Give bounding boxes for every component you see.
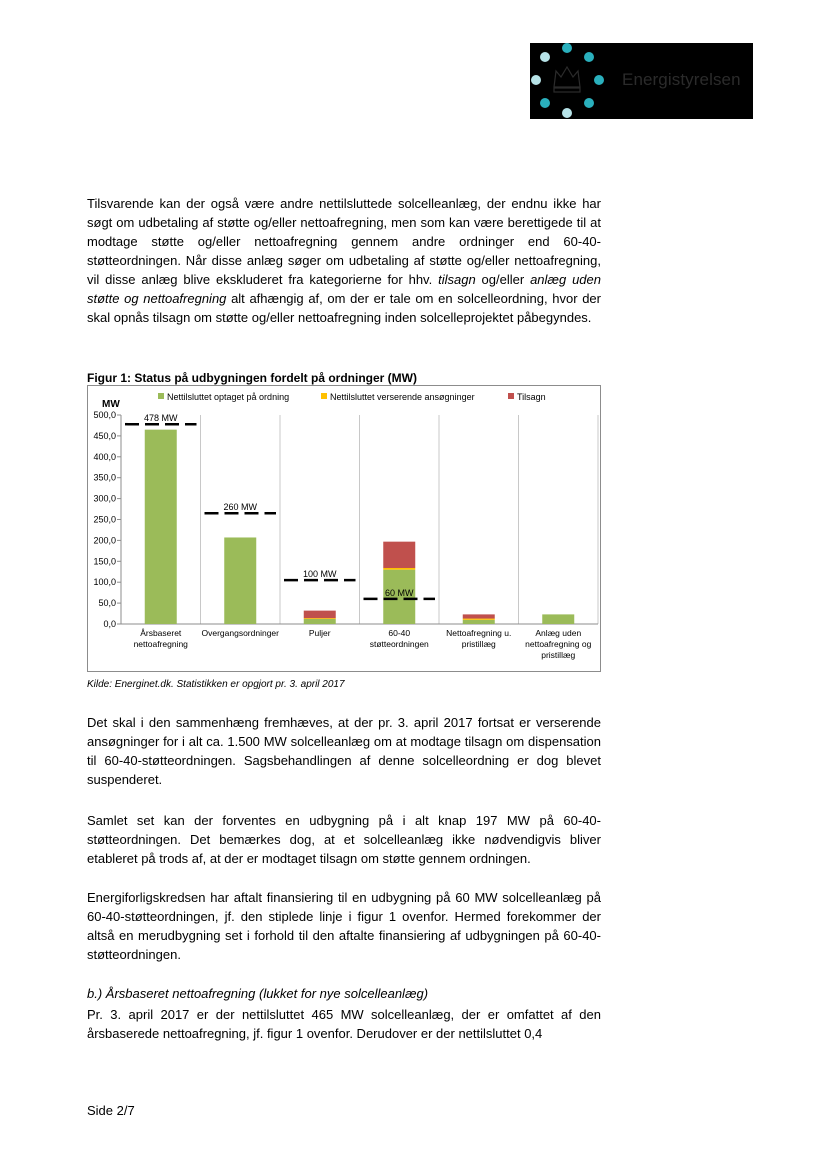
bar-segment [304, 618, 336, 619]
bar-segment [383, 568, 415, 570]
bar-segment [304, 611, 336, 619]
target-label: 100 MW [302, 569, 337, 580]
category-label: Anlæg uden [535, 628, 582, 638]
bar-segment [383, 542, 415, 568]
figure-title: Figur 1: Status på udbygningen fordelt på ordninger (MW) [87, 371, 417, 385]
y-tick-label: 150,0 [93, 556, 116, 567]
legend-label: Nettilsluttet verserende ansøgninger [330, 392, 475, 402]
y-tick-label: 200,0 [93, 535, 116, 546]
legend-label: Tilsagn [517, 392, 546, 402]
bar-segment [463, 614, 495, 618]
category-label: Årsbaseret [140, 628, 182, 638]
category-label: Puljer [308, 628, 331, 638]
energistyrelsen-logo [530, 43, 753, 119]
target-label: 260 MW [223, 502, 258, 513]
y-tick-label: 100,0 [93, 577, 116, 588]
bar-segment [463, 619, 495, 620]
category-label: Nettoafregning u. [446, 628, 512, 638]
y-tick-label: 400,0 [93, 451, 116, 462]
legend-swatch [321, 393, 327, 399]
paragraph-1: Tilsvarende kan der også være andre nettilsluttede solcelleanlæg, der endnu ikke har søgt om udbetaling af støtte og/eller nettoafregning, men som kan være berettigede til at modtage støtte og/eller nettoafregning gennem andre ordninger end 60-40-støtteordningen. Når disse anlæg søger om udbetaling af støtte og/eller nettoafregning, vil disse anlæg blive ekskluderet fra kategorierne for hhv. tilsagn og/eller anlæg uden støtte og nettoafregning alt afhængig af, om der er tale om en solcelleordning, hvor der skal opnås tilsagn om støtte og/eller nettoafregning inden solcelleprojektet påbegyndes. [87, 196, 601, 325]
category-label: 60-40 [388, 628, 411, 638]
category-label: pristillæg [541, 650, 576, 660]
category-label: pristillæg [461, 639, 496, 649]
bar-segment [304, 619, 336, 624]
category-label: nettoafregning og [525, 639, 592, 649]
chart-svg [88, 386, 600, 671]
y-axis-label: MW [102, 399, 120, 410]
status-bar-chart [87, 385, 601, 672]
legend-label: Nettilsluttet optaget på ordning [167, 392, 290, 402]
figure-source: Kilde: Energinet.dk. Statistikken er opgjort pr. 3. april 2017 [87, 679, 345, 690]
bar-segment [463, 620, 495, 624]
category-label: støtteordningen [369, 639, 429, 649]
paragraph-2: Det skal i den sammenhæng fremhæves, at der pr. 3. april 2017 fortsat er verserende ansøgninger for i alt ca. 1.500 MW solcelleanlæg om at modtage tilsagn om dispensation til 60-40-støtteordningen. Sagsbehandlingen af denne solcelleordning er dog blevet suspenderet. [87, 715, 601, 787]
y-tick-label: 450,0 [93, 430, 116, 441]
legend-swatch [508, 393, 514, 399]
category-label: nettoafregning [133, 639, 188, 649]
y-tick-label: 300,0 [93, 493, 116, 504]
legend-swatch [158, 393, 164, 399]
category-label: Overgangsordninger [201, 628, 279, 638]
page-number: Side 2/7 [87, 1103, 135, 1118]
paragraph-3: Samlet set kan der forventes en udbygning på i alt knap 197 MW på 60-40-støtteordningen. Det bemærkes dog, at et solcelleanlæg ikke nødvendigvis bliver etableret på trods af, at der er modtaget tilsagn om støtte gennem ordningen. [87, 813, 601, 866]
paragraph-5: Pr. 3. april 2017 er der nettilsluttet 465 MW solcelleanlæg, der er omfattet af den årsbaserede nettoafregning, jf. figur 1 ovenfor. Derudover er der nettilsluttet 0,4 [87, 1007, 601, 1041]
y-tick-label: 50,0 [98, 598, 116, 609]
bar-segment [224, 537, 256, 624]
logo-text: Energistyrelsen [622, 70, 741, 89]
y-tick-label: 350,0 [93, 472, 116, 483]
target-label: 478 MW [143, 413, 178, 424]
paragraph-4: Energiforligskredsen har aftalt finansiering til en udbygning på 60 MW solcelleanlæg på 60-40-støtteordningen, jf. den stiplede linje i figur 1 ovenfor. Hermed forekommer der altså en merudbygning set i forhold til den aftalte finansiering af udbygningen på 60-40-støtteordningen. [87, 890, 601, 962]
bar-segment [145, 430, 177, 624]
section-subheading: b.) Årsbaseret nettoafregning (lukket for nye solcelleanlæg) [87, 986, 429, 1001]
y-tick-label: 500,0 [93, 410, 116, 420]
y-tick-label: 250,0 [93, 514, 116, 525]
y-tick-label: 0,0 [103, 619, 116, 629]
target-label: 60 MW [384, 587, 414, 598]
bar-segment [542, 614, 574, 624]
